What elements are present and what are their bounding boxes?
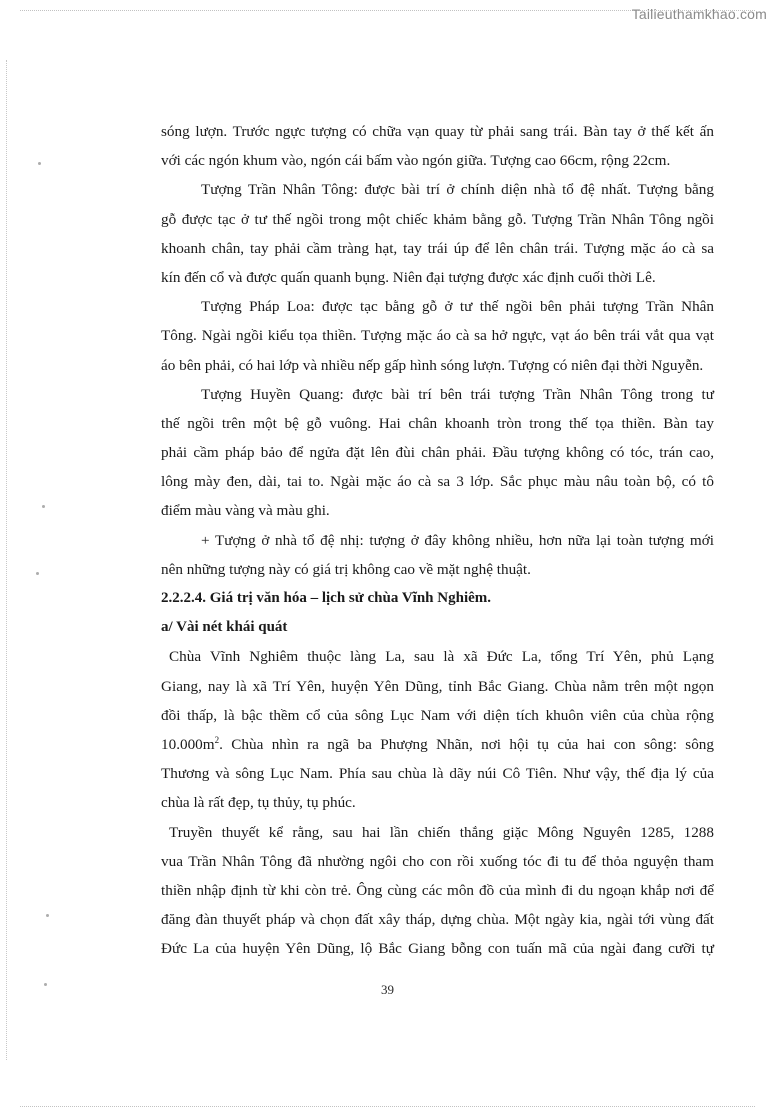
text-area-value: 10.000m [161,735,215,753]
text-line: Chùa Vĩnh Nghiêm thuộc làng La, sau là xã Đức La, tổng Trí Yên, phủ Lạng [169,648,714,666]
text-line: Tượng Trần Nhân Tông: được bài trí ở chính diện nhà tổ đệ nhất. Tượng bằng [201,181,714,199]
text-line: Tông. Ngài ngồi kiểu tọa thiền. Tượng mặc áo cà sa hở ngực, vạt áo bên trái vắt qua vạt [161,327,714,345]
superscript: 2 [214,734,220,745]
text-line: Tượng Huyền Quang: được bài trí bên trái tượng Trần Nhân Tông trong tư [201,385,714,403]
text-line: nên những tượng này có giá trị không cao về mặt nghệ thuật. [161,560,531,578]
text-line: Tượng Pháp Loa: được tạc bằng gỗ ở tư thế ngồi bên phải tượng Trần Nhân [201,298,714,316]
text-line: áo bên phải, có hai lớp và nhiều nếp gấp hình sóng lượn. Tượng có niên đại thời Nguyễn. [161,356,704,374]
text-line: gỗ được tạc ở tư thế ngồi trong một chiếc khảm bằng gỗ. Tượng Trần Nhân Tông ngồi [161,210,714,228]
scan-speck [42,505,45,508]
text-line: thế ngồi trên một bệ gỗ vuông. Hai chân khoanh tròn trong thế tọa thiền. Bàn tay [161,414,714,432]
text-line: Đức La của huyện Yên Dũng, lộ Bắc Giang bỗng con tuấn mã của ngài đang cưỡi tự [161,940,714,958]
section-heading: 2.2.2.4. Giá trị văn hóa – lịch sử chùa Vĩnh Nghiêm. [161,590,492,606]
text-line: lông mày đen, dài, tai to. Ngài mặc áo cà sa 3 lớp. Sắc phục màu nâu toàn bộ, có tô [161,473,714,491]
subsection-heading: a/ Vài nét khái quát [161,619,288,636]
scan-artifact-bottom [20,1106,755,1111]
text-line: chùa là rất đẹp, tụ thủy, tụ phúc. [161,794,356,812]
text-line: Thương và sông Lục Nam. Phía sau chùa là dãy núi Cô Tiên. Như vậy, thế địa lý của [161,765,714,783]
text-line: Giang, nay là xã Trí Yên, huyện Yên Dũng, tỉnh Bắc Giang. Chùa nằm trên một ngọn [161,677,714,695]
text-line: vua Trần Nhân Tông đã nhường ngôi cho con rồi xuống tóc đi tu để thỏa nguyện tham [161,852,714,870]
text-line: + Tượng ở nhà tổ đệ nhị: tượng ở đây không nhiều, hơn nữa lại toàn tượng mới [201,531,714,549]
text-line: phải cầm pháp bảo để ngửa đặt lên đùi chân phải. Đầu tượng không có tóc, trán cao, [161,444,714,462]
text-line: khoanh chân, tay phải cầm tràng hạt, tay trái úp để lên chân trái. Tượng mặc áo cà sa [161,239,714,257]
scan-speck [46,914,49,917]
text-line: với các ngón khum vào, ngón cái bấm vào ngón giữa. Tượng cao 66cm, rộng 22cm. [161,152,671,170]
page-number: 39 [381,982,394,997]
text-line: thiền nhập định từ khi còn trẻ. Ông cùng các môn đồ của mình đi du ngoạn khắp nơi để [161,881,714,899]
scan-speck [38,162,41,165]
text-line: sóng lượn. Trước ngực tượng có chữa vạn quay từ phải sang trái. Bàn tay ở thế kết ấn [161,123,714,140]
scan-artifact-left [6,60,11,1060]
text-line: đồi thấp, là bậc thềm cổ của sông Lục Nam với diện tích khuôn viên của chùa rộng [161,706,714,724]
scan-speck [36,572,39,575]
text-line: điểm màu vàng và màu ghi. [161,502,330,520]
document-body [161,117,714,963]
text-line: đăng đàn thuyết pháp và chọn đất xây tháp, dựng chùa. Một ngày kia, ngài tới vùng đất [161,911,714,929]
text-line [161,730,714,759]
text-line-rest: . Chùa nhìn ra ngã ba Phượng Nhãn, nơi hội tụ của hai con sông: sông [219,735,714,753]
scan-artifact-top [20,10,755,15]
text-line: Truyền thuyết kể rằng, sau hai lần chiến thắng giặc Mông Nguyên 1285, 1288 [169,823,714,841]
text-line: kín đến cổ và được quấn quanh bụng. Niên đại tượng được xác định cuối thời Lê. [161,268,656,286]
watermark: Tailieuthamkhao.com [631,6,767,22]
